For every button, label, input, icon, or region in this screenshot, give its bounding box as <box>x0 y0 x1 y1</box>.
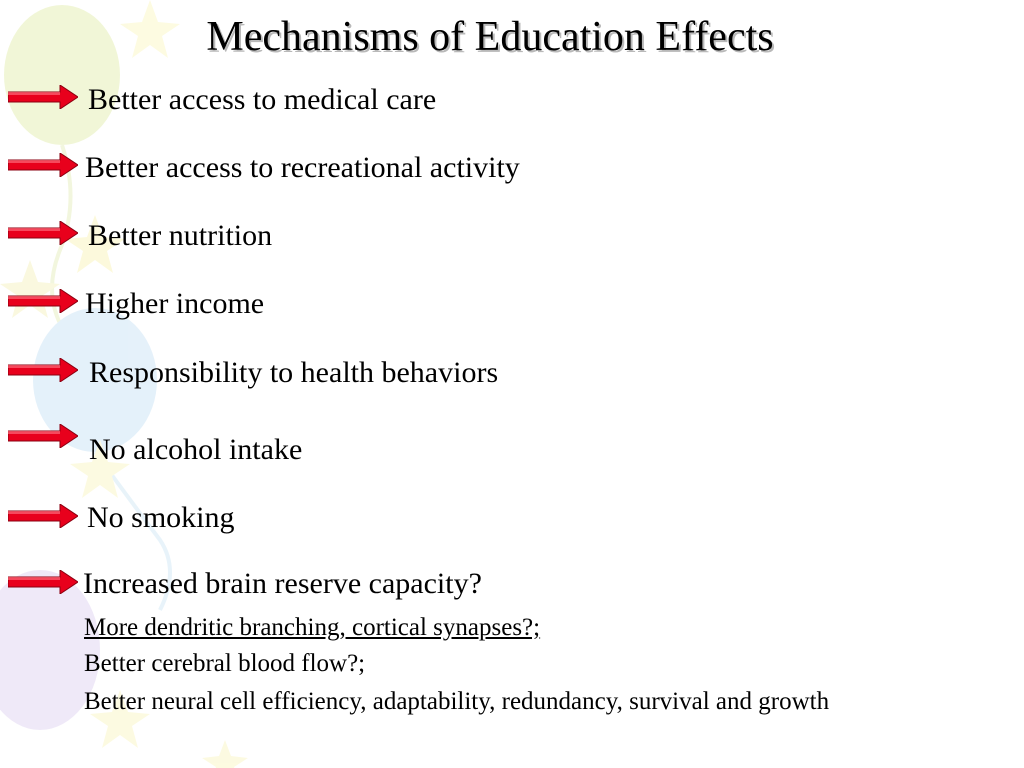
bullet-item-label: Better access to medical care <box>88 83 437 116</box>
bullet-item-label: Higher income <box>85 287 265 320</box>
right-arrow-icon <box>8 424 78 448</box>
bullet-item-label: No alcohol intake <box>89 433 303 466</box>
bullet-item-label: Increased brain reserve capacity? <box>83 567 482 600</box>
sub-bullet-item-label: Better neural cell efficiency, adaptability, redundancy, survival and growth <box>84 688 830 715</box>
right-arrow-icon <box>8 153 78 177</box>
bullet-item-label: Better nutrition <box>88 219 273 252</box>
slide-title: Mechanisms of Education Effects <box>206 14 774 60</box>
bullet-item-label: Responsibility to health behaviors <box>89 356 499 389</box>
bullet-item-label: Better access to recreational activity <box>85 151 520 184</box>
sub-bullet-item-label: Better cerebral blood flow?; <box>84 650 366 677</box>
star-shape <box>202 740 248 768</box>
right-arrow-icon <box>8 289 78 313</box>
sub-bullet-item-label: More dendritic branching, cortical synapses?; <box>84 614 541 641</box>
right-arrow-icon <box>8 358 78 382</box>
right-arrow-icon <box>8 221 78 245</box>
bullet-item-label: No smoking <box>87 501 235 534</box>
right-arrow-icon <box>8 85 78 109</box>
right-arrow-icon <box>8 570 78 594</box>
right-arrow-icon <box>8 504 78 528</box>
